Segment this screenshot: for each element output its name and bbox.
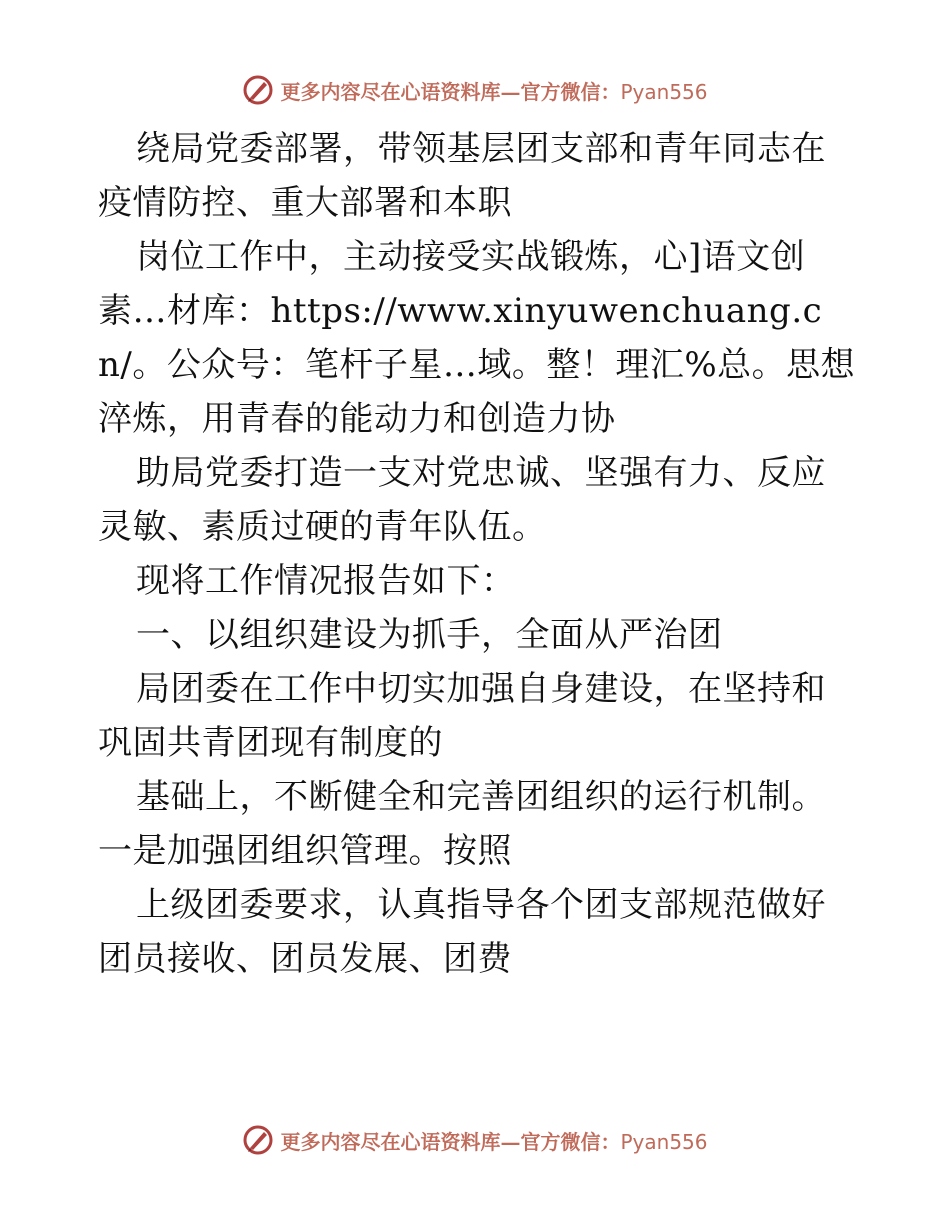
quill-pen-circle-icon <box>242 74 274 106</box>
header-banner <box>0 70 950 110</box>
paragraph: 一、以组织建设为抓手，全面从严治团 <box>136 615 723 655</box>
banner-wechat-id: Pyan556 <box>620 1129 708 1154</box>
quill-pen-circle-icon <box>242 1124 274 1156</box>
paragraph: 局团委在工作中切实加强自身建设，在坚持和巩固共青团现有制度的 <box>98 669 826 763</box>
paragraph: 基础上，不断健全和完善团组织的运行机制。一是加强团组织管理。按照 <box>98 777 826 871</box>
paragraph: 现将工作情况报告如下： <box>136 561 516 601</box>
banner-text: 更多内容尽在心语资料库—官方微信：Pyan556 <box>280 1129 708 1154</box>
document-body <box>98 122 858 986</box>
footer-banner <box>0 1120 950 1160</box>
paragraph: 岗位工作中，主动接受实战锻炼，心]语文创素…材库：https://www.xinyuwenchuang.cn/。公众号：笔杆子星…域。整！理汇%总。思想淬炼，用青春的能动力和创造力协 <box>98 237 856 439</box>
paragraph: 上级团委要求，认真指导各个团支部规范做好团员接收、团员发展、团费 <box>98 885 826 979</box>
paragraph: 助局党委打造一支对党忠诚、坚强有力、反应灵敏、素质过硬的青年队伍。 <box>98 453 826 547</box>
paragraph: 绕局党委部署，带领基层团支部和青年同志在疫情防控、重大部署和本职 <box>98 129 826 223</box>
banner-wechat-id: Pyan556 <box>620 79 708 104</box>
banner-text: 更多内容尽在心语资料库—官方微信：Pyan556 <box>280 79 708 104</box>
